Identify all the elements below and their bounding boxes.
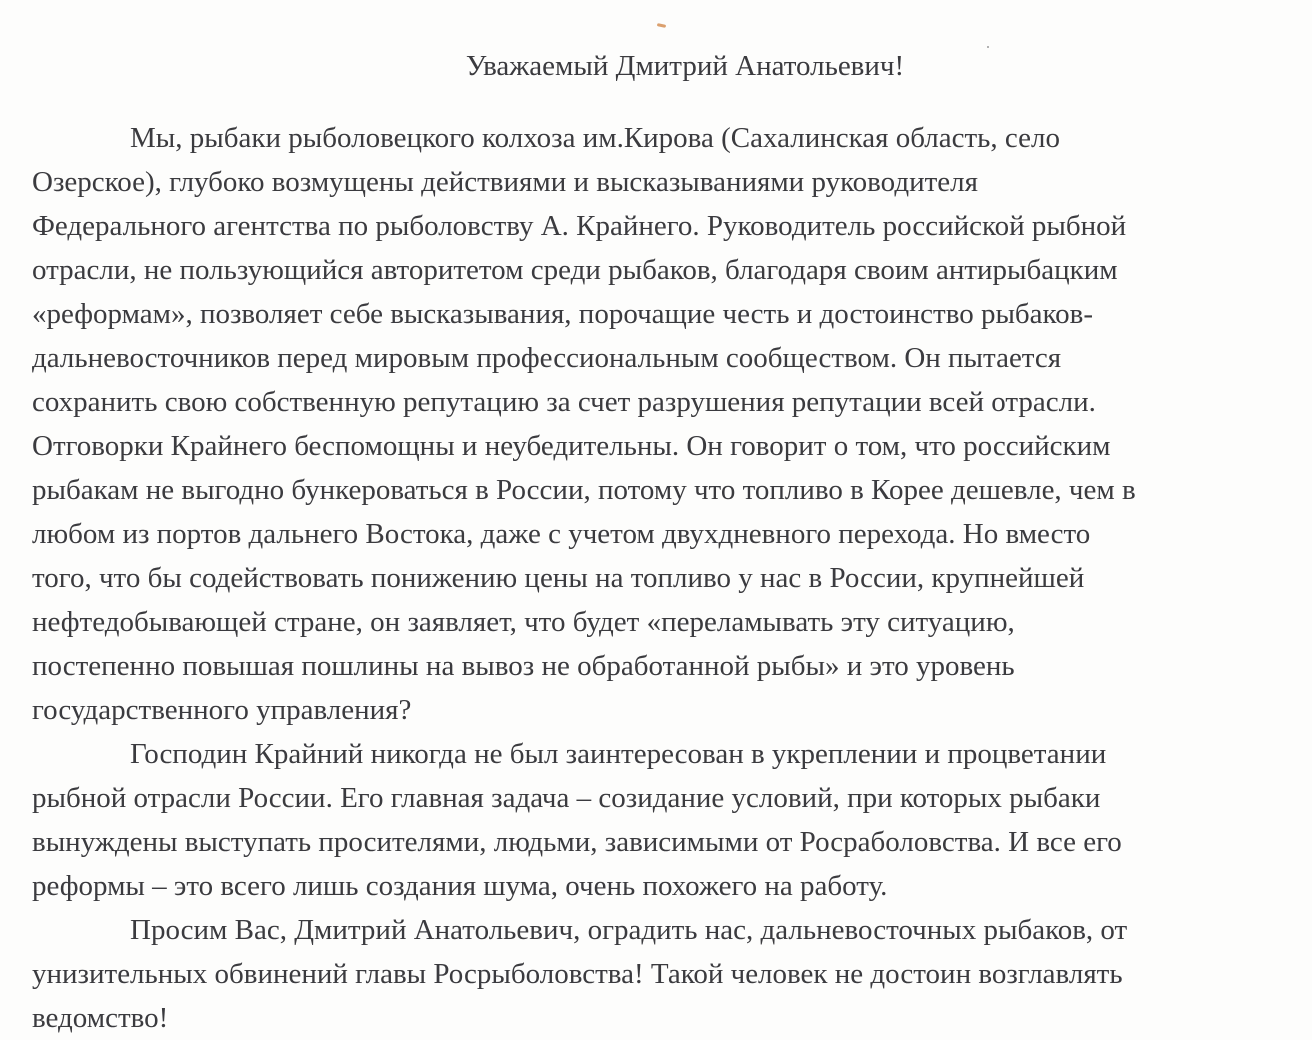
text-line: ведомство! xyxy=(32,1002,169,1034)
text-line: Господин Крайний никогда не был заинтересован в укреплении и процветании xyxy=(130,738,1107,770)
text-line: «реформам», позволяет себе высказывания, порочащие честь и достоинство рыбаков- xyxy=(32,298,1094,330)
text-line: Мы, рыбаки рыболовецкого колхоза им.Кирова (Сахалинская область, село xyxy=(130,122,1060,154)
text-line: рыбакам не выгодно бункероваться в России, потому что топливо в Корее дешевле, чем в xyxy=(32,474,1136,506)
paper-speck-mark xyxy=(657,23,666,28)
text-line: того, что бы содействовать понижению цены на топливо у нас в России, крупнейшей xyxy=(32,562,1085,594)
text-line: сохранить свою собственную репутацию за счет разрушения репутации всей отрасли. xyxy=(32,386,1096,418)
text-line: любом из портов дальнего Востока, даже с учетом двухдневного перехода. Но вместо xyxy=(32,518,1091,550)
paragraph-1 xyxy=(32,116,1312,732)
letter-body xyxy=(32,116,1312,1040)
text-line: нефтедобывающей стране, он заявляет, что будет «переламывать эту ситуацию, xyxy=(32,606,1015,638)
text-line: Федерального агентства по рыболовству А. Крайнего. Руководитель российской рыбной xyxy=(32,210,1127,242)
text-line: дальневосточников перед мировым профессиональным сообществом. Он пытается xyxy=(32,342,1062,374)
text-line: отрасли, не пользующийся авторитетом среди рыбаков, благодаря своим антирыбацким xyxy=(32,254,1118,286)
text-line: Просим Вас, Дмитрий Анатольевич, оградить нас, дальневосточных рыбаков, от xyxy=(130,914,1128,946)
text-line: вынуждены выступать просителями, людьми, зависимыми от Росраболовства. И все его xyxy=(32,826,1122,858)
paragraph-2 xyxy=(32,732,1312,908)
text-line: унизительных обвинений главы Росрыболовства! Такой человек не достоин возглавлять xyxy=(32,958,1123,990)
text-line: постепенно повышая пошлины на вывоз не обработанной рыбы» и это уровень xyxy=(32,650,1015,682)
text-line: Отговорки Крайнего беспомощны и неубедительны. Он говорит о том, что российским xyxy=(32,430,1111,462)
text-line: реформы – это всего лишь создания шума, очень похожего на работу. xyxy=(32,870,888,902)
paragraph-3 xyxy=(32,908,1312,1040)
salutation-heading: Уважаемый Дмитрий Анатольевич! xyxy=(465,50,905,82)
text-line: Озерское), глубоко возмущены действиями и высказываниями руководителя xyxy=(32,166,978,198)
text-line: государственного управления? xyxy=(32,694,412,726)
text-line: рыбной отрасли России. Его главная задача – созидание условий, при которых рыбаки xyxy=(32,782,1101,814)
